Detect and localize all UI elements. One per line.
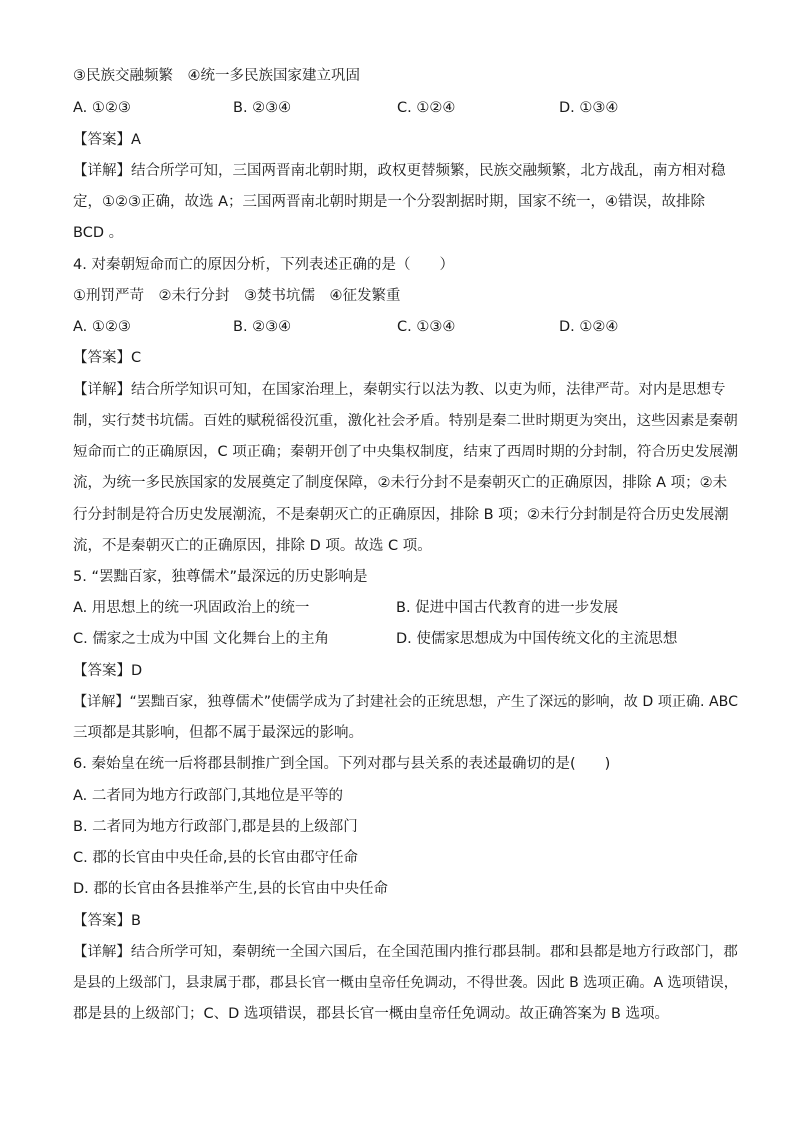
q6-option-b: B. 二者同为地方行政部门,郡是县的上级部门 xyxy=(73,819,358,835)
q4-option-c: C. ①③④ xyxy=(397,319,456,335)
q5-detail-line: 【详解】“罢黜百家，独尊儒术”使儒学成为了封建社会的正统思想，产生了深远的影响，故 D 项正确. ABC xyxy=(73,694,738,710)
q4-detail-line: 制，实行焚书坑儒。百姓的赋税徭役沉重，激化社会矛盾。特别是秦二世时期更为突出，这些因素是秦朝 xyxy=(73,413,738,429)
q4-detail-line: 短命而亡的正确原因，C 项正确；秦朝开创了中央集权制度，结束了西周时期的分封制，符合历史发展潮 xyxy=(73,444,739,460)
q4-detail-line: 流，不是秦朝灭亡的正确原因，排除 D 项。故选 C 项。 xyxy=(73,538,432,554)
q4-items: ①刑罚严苛 ②未行分封 ③焚书坑儒 ④征发繁重 xyxy=(73,288,401,304)
q4-stem: 4. 对秦朝短命而亡的原因分析，下列表述正确的是（ ） xyxy=(73,257,454,273)
q3-option-c: C. ①②④ xyxy=(397,100,456,116)
q4-option-a: A. ①②③ xyxy=(73,319,131,335)
q3-answer: 【答案】A xyxy=(73,132,141,148)
q3-items: ③民族交融频繁 ④统一多民族国家建立巩固 xyxy=(73,68,360,84)
q3-option-b: B. ②③④ xyxy=(233,100,292,116)
q5-option-b: B. 促进中国古代教育的进一步发展 xyxy=(396,600,619,616)
q5-options-row-1 xyxy=(73,598,733,618)
q6-option-a: A. 二者同为地方行政部门,其地位是平等的 xyxy=(73,788,343,804)
q4-option-d: D. ①②④ xyxy=(559,319,619,335)
q5-detail-line: 三项都是其影响，但都不属于最深远的影响。 xyxy=(73,725,363,741)
q5-option-a: A. 用思想上的统一巩固政治上的统一 xyxy=(73,600,310,616)
q3-detail-line: BCD 。 xyxy=(73,225,124,241)
q5-option-c: C. 儒家之士成为中国 文化舞台上的主角 xyxy=(73,631,329,647)
q6-answer: 【答案】B xyxy=(73,913,141,929)
q4-detail-line: 【详解】结合所学知识可知，在国家治理上，秦朝实行以法为教、以吏为师，法律严苛。对内是思想专 xyxy=(73,382,726,398)
q5-options-row-2 xyxy=(73,629,733,649)
q3-option-d: D. ①③④ xyxy=(559,100,619,116)
q6-detail-line: 是县的上级部门，县隶属于郡，郡县长官一概由皇帝任免调动，不得世袭。因此 B 选项正确。A 选项错误， xyxy=(73,975,738,991)
q3-options xyxy=(73,98,733,118)
q3-detail-line: 【详解】结合所学可知，三国两晋南北朝时期，政权更替频繁，民族交融频繁，北方战乱，南方相对稳 xyxy=(73,163,726,179)
q4-answer: 【答案】C xyxy=(73,350,142,366)
q6-detail-line: 郡是县的上级部门；C、D 选项错误，郡县长官一概由皇帝任免调动。故正确答案为 B 选项。 xyxy=(73,1006,670,1022)
q5-answer: 【答案】D xyxy=(73,663,143,679)
q4-options xyxy=(73,317,733,337)
q5-stem: 5. “罢黜百家，独尊儒术”最深远的历史影响是 xyxy=(73,569,368,585)
q6-option-c: C. 郡的长官由中央任命,县的长官由郡守任命 xyxy=(73,850,358,866)
q3-option-a: A. ①②③ xyxy=(73,100,131,116)
q3-detail-line: 定，①②③正确，故选 A；三国两晋南北朝时期是一个分裂割据时期，国家不统一，④错误，故排除 xyxy=(73,194,706,210)
q6-stem: 6. 秦始皇在统一后将郡县制推广到全国。下列对郡与县关系的表述最确切的是( ) xyxy=(73,756,611,772)
q6-detail-line: 【详解】结合所学可知，秦朝统一全国六国后，在全国范围内推行郡县制。郡和县都是地方行政部门，郡 xyxy=(73,944,738,960)
q4-detail-line: 行分封制是符合历史发展潮流，不是秦朝灭亡的正确原因，排除 B 项；②未行分封制是符合历史发展潮 xyxy=(73,507,729,523)
q5-option-d: D. 使儒家思想成为中国传统文化的主流思想 xyxy=(396,631,678,647)
q4-detail-line: 流，为统一多民族国家的发展奠定了制度保障，②未行分封不是秦朝灭亡的正确原因，排除 A 项；②未 xyxy=(73,475,728,491)
q4-option-b: B. ②③④ xyxy=(233,319,292,335)
q6-option-d: D. 郡的长官由各县推举产生,县的长官由中央任命 xyxy=(73,881,388,897)
